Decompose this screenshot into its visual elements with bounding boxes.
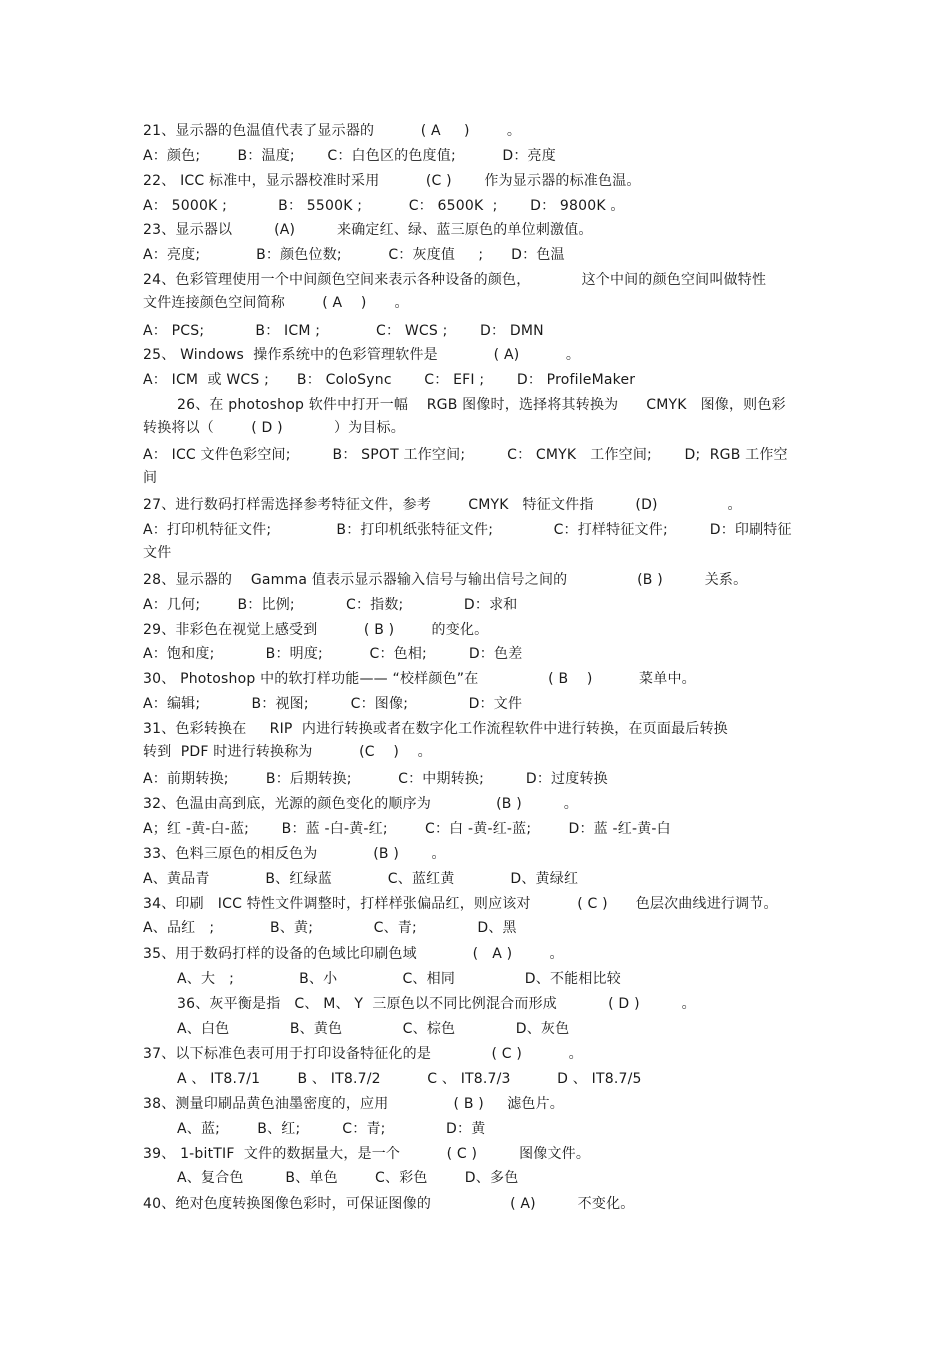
question-33: 33、色料三原色的相反色为 (B ) 。 [143,846,446,862]
options-26-line1: A： ICC 文件色彩空间; B： SPOT 工作空间; C： CMYK 工作空间; D; RGB 工作空 [143,447,788,463]
options-37: A 、 IT8.7/1 B 、 IT8.7/2 C 、 IT8.7/3 D 、 IT8.7/5 [177,1071,642,1087]
question-39: 39、 1-bitTIF 文件的数据量大，是一个 ( C ) 图像文件。 [143,1146,591,1162]
options-33: A、黄品青 B、红绿蓝 C、蓝红黄 D、黄绿红 [143,871,579,887]
options-21: A：颜色; B：温度; C：白色区的色度值; D：亮度 [143,148,556,164]
question-29: 29、非彩色在视觉上感受到 ( B ) 的变化。 [143,622,489,638]
question-30: 30、 Photoshop 中的软打样功能—— “校样颜色”在 ( B ) 菜单中。 [143,671,696,687]
options-38: A、蓝; B、红; C：青; D：黄 [177,1121,486,1137]
question-32: 32、色温由高到底，光源的颜色变化的顺序为 (B ) 。 [143,796,578,812]
question-24-line1: 24、色彩管理使用一个中间颜色空间来表示各种设备的颜色， 这个中间的颜色空间叫做特性 [143,272,767,288]
options-22: A： 5000K ; B： 5500K ; C： 6500K ; D： 9800K 。 [143,198,625,214]
question-40: 40、绝对色度转换图像色彩时，可保证图像的 ( A) 不变化。 [143,1196,635,1212]
options-36: A、白色 B、黄色 C、棕色 D、灰色 [177,1021,570,1037]
question-22: 22、 ICC 标准中，显示器校准时采用 (C ) 作为显示器的标准色温。 [143,173,641,189]
question-36: 36、灰平衡是指 C、 M、 Y 三原色以不同比例混合而形成 ( D ) 。 [177,996,696,1012]
options-24: A： PCS; B： ICM ; C： WCS ; D： DMN [143,323,544,339]
question-23: 23、显示器以 (A) 来确定红、绿、蓝三原色的单位刺激值。 [143,222,593,238]
question-28: 28、显示器的 Gamma 值表示显示器输入信号与输出信号之间的 (B ) 关系。 [143,572,748,588]
question-31-line2: 转到 PDF 时进行转换称为 (C ) 。 [143,744,432,760]
options-31: A：前期转换; B：后期转换; C：中期转换; D：过度转换 [143,771,608,787]
options-39: A、复合色 B、单色 C、彩色 D、多色 [177,1170,519,1186]
options-35: A、大 ; B、小 C、相同 D、不能相比较 [177,971,621,987]
options-26-line2: 间 [143,470,158,486]
question-24-line2: 文件连接颜色空间简称 ( A ) 。 [143,295,409,311]
options-25: A： ICM 或 WCS ; B： ColoSync C： EFI ; D： ProfileMaker [143,372,636,388]
options-30: A：编辑; B：视图; C：图像; D：文件 [143,696,523,712]
options-34: A、品红 ; B、黄; C、青; D、黑 [143,920,517,936]
options-32: A；红 -黄-白-蓝; B：蓝 -白-黄-红; C：白 -黄-红-蓝; D：蓝 -红-黄-白 [143,821,671,837]
question-34: 34、印刷 ICC 特性文件调整时，打样样张偏品红，则应该对 ( C ) 色层次曲线进行调节。 [143,896,778,912]
question-27: 27、进行数码打样需选择参考特征文件，参考 CMYK 特征文件指 (D) 。 [143,497,742,513]
options-23: A：亮度; B：颜色位数; C：灰度值 ; D：色温 [143,247,565,263]
options-28: A：几何; B：比例; C：指数; D：求和 [143,597,518,613]
question-37: 37、以下标准色表可用于打印设备特征化的是 ( C ) 。 [143,1046,583,1062]
question-21: 21、显示器的色温值代表了显示器的 ( A ) 。 [143,123,522,139]
options-27-line2: 文件 [143,545,172,561]
question-25: 25、 Windows 操作系统中的色彩管理软件是 ( A) 。 [143,347,581,363]
question-26-line2: 转换将以（ ( D ) ）为目标。 [143,420,405,436]
question-31-line1: 31、色彩转换在 RIP 内进行转换或者在数字化工作流程软件中进行转换，在页面最后转换 [143,721,728,737]
options-29: A：饱和度; B：明度; C：色相; D：色差 [143,646,523,662]
question-35: 35、用于数码打样的设备的色域比印刷色域 ( A ) 。 [143,946,564,962]
question-38: 38、测量印刷品黄色油墨密度的，应用 ( B ) 滤色片。 [143,1096,564,1112]
options-27-line1: A：打印机特征文件; B：打印机纸张特征文件; C：打样特征文件; D：印刷特征 [143,522,792,538]
question-26-line1: 26、在 photoshop 软件中打开一幅 RGB 图像时，选择将其转换为 CMYK 图像，则色彩 [177,397,786,413]
